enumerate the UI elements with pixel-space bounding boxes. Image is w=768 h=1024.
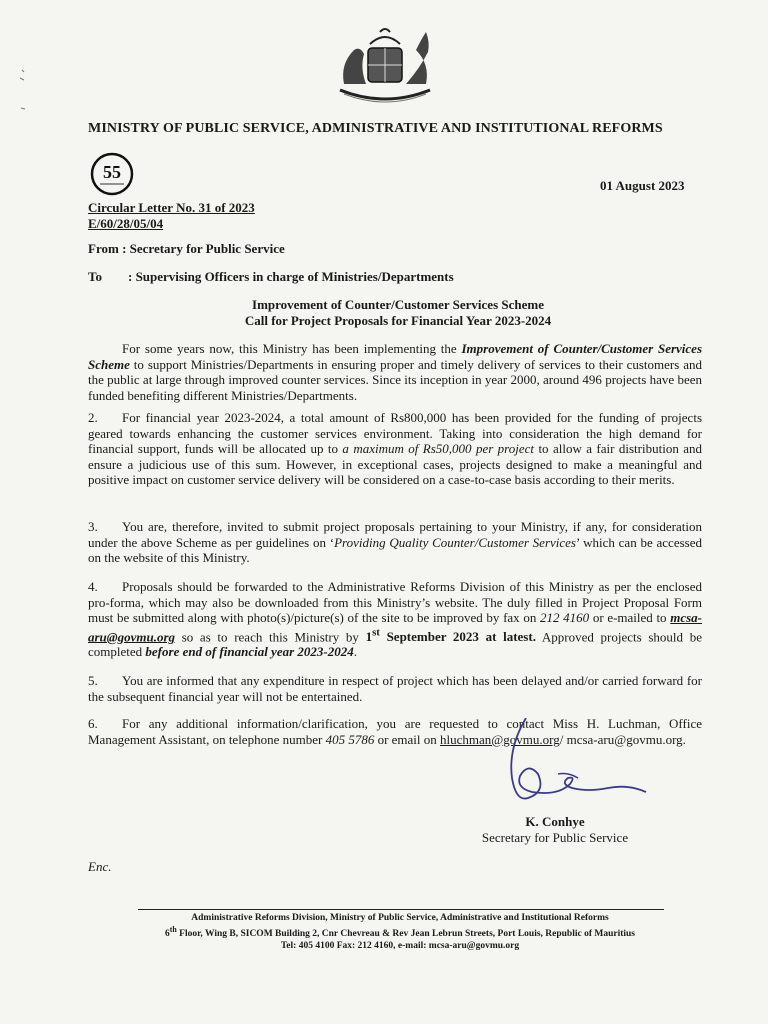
p5-text: You are informed that any expenditure in respect of project which has been delayed and/or carried forward for the subsequent financial year will not be entertained. [88,673,702,704]
p4-text-b: or e-mailed to [589,610,671,625]
p2-max-amount: a maximum of Rs50,000 per project [342,441,535,456]
circular-number: Circular Letter No. 31 of 2023 [88,200,255,215]
signatory-name: K. Conhye [525,814,585,829]
to-value: : Supervising Officers in charge of Ministries/Departments [128,269,454,284]
to-label: To [88,269,102,284]
p3-guideline-title: Providing Quality Counter/Customer Services [334,534,576,550]
to-line [88,269,454,285]
footer-floor-sup: th [169,925,177,934]
signature-icon [498,718,658,818]
paragraph-1 [88,341,702,403]
subject-line-2: Call for Project Proposals for Financial Year 2023-2024 [244,313,552,328]
paragraph-2 [88,410,702,488]
margin-marks [18,68,30,118]
p1-text-a: For some years now, this Ministry has been implementing the [122,341,462,356]
p6-phone: 405 5786 [325,731,375,747]
from-value: : Secretary for Public Service [122,241,285,256]
file-reference: E/60/28/05/04 [88,216,164,231]
p4-text-c: so as to reach this Ministry by [175,628,366,644]
p2-number: 2. [88,410,98,425]
p6-text-b: or email on [374,731,441,747]
footer [100,912,700,952]
from-label: From [88,241,119,256]
p4-completion: before end of financial year 2023-2024 [145,644,354,660]
coat-of-arms-icon [330,24,440,110]
paragraph-3 [88,519,702,566]
p1-scheme-name: Improvement of Counter/Customer Services Scheme [88,341,703,372]
p2-text-c: to allow a fair distribution and ensure a judicious use of this sum. However, in exceptional cases, projects designed to make a meaningful and positive impact on customer service delivery will be considered on a case-to-case basis according to their merits. [88,441,702,487]
email-link[interactable]: mcsa-aru@govmu.org [88,610,702,644]
p5-number: 5. [88,673,98,688]
p4-fax-number: 212 4160 [540,610,590,625]
signatory-title: Secretary for Public Service [481,830,629,845]
p4-deadline [365,626,536,644]
p4-deadline-sup: st [372,626,380,639]
subject-heading [88,297,708,329]
p3-number: 3. [88,519,98,534]
footer-line-3: Tel: 405 4100 Fax: 212 4160, e-mail: mcsa-aru@govmu.org [280,941,520,952]
reference-block [88,200,255,232]
p4-text-a: Proposals should be forwarded to the Administrative Reforms Division of this Ministry as per the enclosed pro-forma, which may also be downloaded from this Ministry’s website. The duly filled in Project Proposal Form must be submitted along with photo(s)/picture(s) of the site to be improved by fax on [88,579,702,625]
enclosure-note: Enc. [88,859,112,874]
p4-number: 4. [88,579,98,594]
footer-line-2 [100,924,700,940]
footer-address: Floor, Wing B, SICOM Building 2, Cnr Chevreau & Rev Jean Lebrun Streets, Port Louis, Republic of Mauritius [176,929,636,940]
p6-number: 6. [88,716,98,731]
letter-date: 01 August 2023 [600,178,685,193]
paragraph-4 [88,579,702,660]
p4-deadline-rest: September 2023 at latest. [379,628,536,644]
subject-line-1: Improvement of Counter/Customer Services Scheme [252,297,544,312]
p4-text-f: . [353,644,357,660]
p6-text-a: For any additional information/clarification, you are requested to contact Miss H. Luchman, Office Management Assistant, on telephone number [88,716,702,747]
p3-text-a: You are, therefore, invited to submit project proposals pertaining to your Ministry, if any, for consideration under the above Scheme as per guidelines on ‘ [88,519,702,550]
logo-number: 55 [103,162,121,182]
paragraph-5 [88,673,702,704]
p4-text-d: Approved projects should be completed [88,628,702,660]
p1-text-c: to support Ministries/Departments in ensuring proper and timely delivery of services to their customers and the public at large through improved counter services. Since its inception in year 2000, around 496 projects have been funded benefiting different Ministries/Departments. [88,356,702,403]
anniversary-logo-icon [86,151,138,197]
footer-divider [138,909,664,910]
contact-email-link[interactable]: hluchman@govmu.org [440,731,560,747]
p2-text-a: For financial year 2023-2024, a total amount of Rs800,000 has been provided for the funding of projects geared towards enhancing the customer services environment. Taking into consideration the high demand for financial support, funds will be allocated up to [88,410,702,456]
ministry-heading: MINISTRY OF PUBLIC SERVICE, ADMINISTRATIVE AND INSTITUTIONAL REFORMS [88,121,663,136]
footer-line-1: Administrative Reforms Division, Ministry of Public Service, Administrative and Institutional Reforms [191,913,609,923]
signatory-block [460,814,650,846]
p3-text-c: ’ which can be accessed on the website of this Ministry. [88,534,702,565]
p6-text-c: / mcsa-aru@govmu.org. [559,731,686,747]
p4-deadline-day: 1 [365,628,373,644]
from-line [88,241,285,257]
footer-floor: 6 [164,929,170,940]
